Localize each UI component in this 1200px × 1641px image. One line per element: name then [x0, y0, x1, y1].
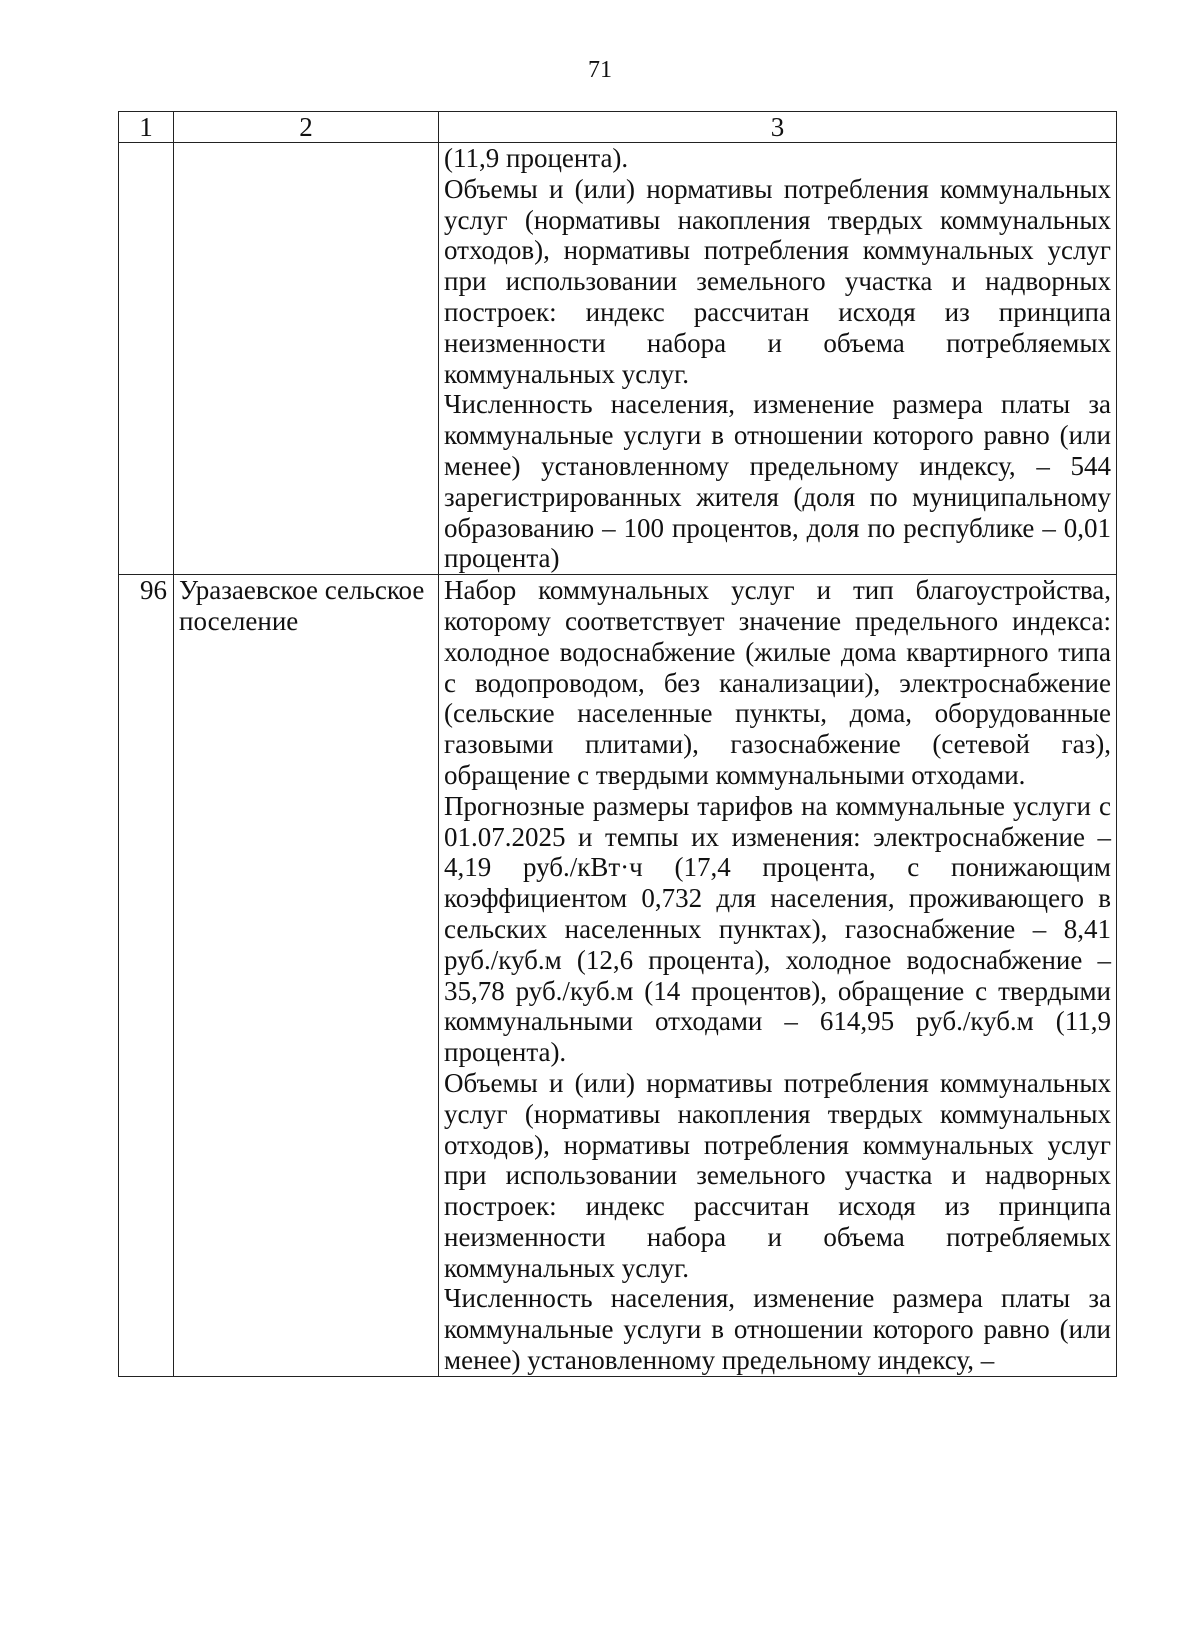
- page-number: 71: [588, 57, 612, 83]
- municipality-name-cell: [174, 143, 439, 575]
- description-cell: [439, 575, 1117, 1377]
- description-paragraph: Набор коммунальных услуг и тип благоустройства, которому соответствует значение предельного индекса: холодное водоснабжение (жилые дома квартирного типа с водопроводом, без канализации), электроснабжение (сельские населенные пункты, дома, оборудованные газовыми плитами), газоснабжение (сетевой газ), обращение с твердыми коммунальными отходами.: [444, 575, 1111, 790]
- table-row: [119, 143, 1117, 575]
- table-header-row: [119, 112, 1117, 143]
- table-row: [119, 575, 1117, 1377]
- description-paragraph: Прогнозные размеры тарифов на коммунальные услуги с 01.07.2025 и темпы их изменения: электроснабжение – 4,19 руб./кВт·ч (17,4 процента, с понижающим коэффициентом 0,732 для населения, проживающего в сельских населенных пунктах), газоснабжение – 8,41 руб./куб.м (12,6 процента), холодное водоснабжение – 35,78 руб./куб.м (14 процентов), обращение с твердыми коммунальными отходами – 614,95 руб./куб.м (11,9 процента).: [444, 790, 1111, 1068]
- description-paragraph: (11,9 процента).: [444, 143, 629, 173]
- header-cell-2: 2: [174, 112, 439, 143]
- description-paragraph: Объемы и (или) нормативы потребления коммунальных услуг (нормативы накопления твердых коммунальных отходов), нормативы потребления коммунальных услуг при использовании земельного участка и надворных построек: индекс рассчитан исходя из принципа неизменности набора и объема потребляемых коммунальных услуг.: [444, 1067, 1111, 1283]
- tariff-table: [118, 111, 1117, 1377]
- row-number-cell: [119, 143, 174, 575]
- header-cell-1: 1: [119, 112, 174, 143]
- header-cell-3: 3: [439, 112, 1117, 143]
- description-paragraph: Численность населения, изменение размера платы за коммунальные услуги в отношении которого равно (или менее) установленному предельному индексу, –: [444, 1283, 1111, 1376]
- description-cell: [439, 143, 1117, 575]
- row-number-cell: 96: [119, 575, 174, 1377]
- municipality-name-cell: Уразаевское сельское поселение: [174, 575, 439, 1377]
- description-paragraph: Численность населения, изменение размера платы за коммунальные услуги в отношении которого равно (или менее) установленному предельному индексу, – 544 зарегистрированных жителя (доля по муниципальному образованию – 100 процентов, доля по республике – 0,01 процента): [444, 389, 1111, 574]
- description-paragraph: Объемы и (или) нормативы потребления коммунальных услуг (нормативы накопления твердых коммунальных отходов), нормативы потребления коммунальных услуг при использовании земельного участка и надворных построек: индекс рассчитан исходя из принципа неизменности набора и объема потребляемых коммунальных услуг.: [444, 173, 1111, 389]
